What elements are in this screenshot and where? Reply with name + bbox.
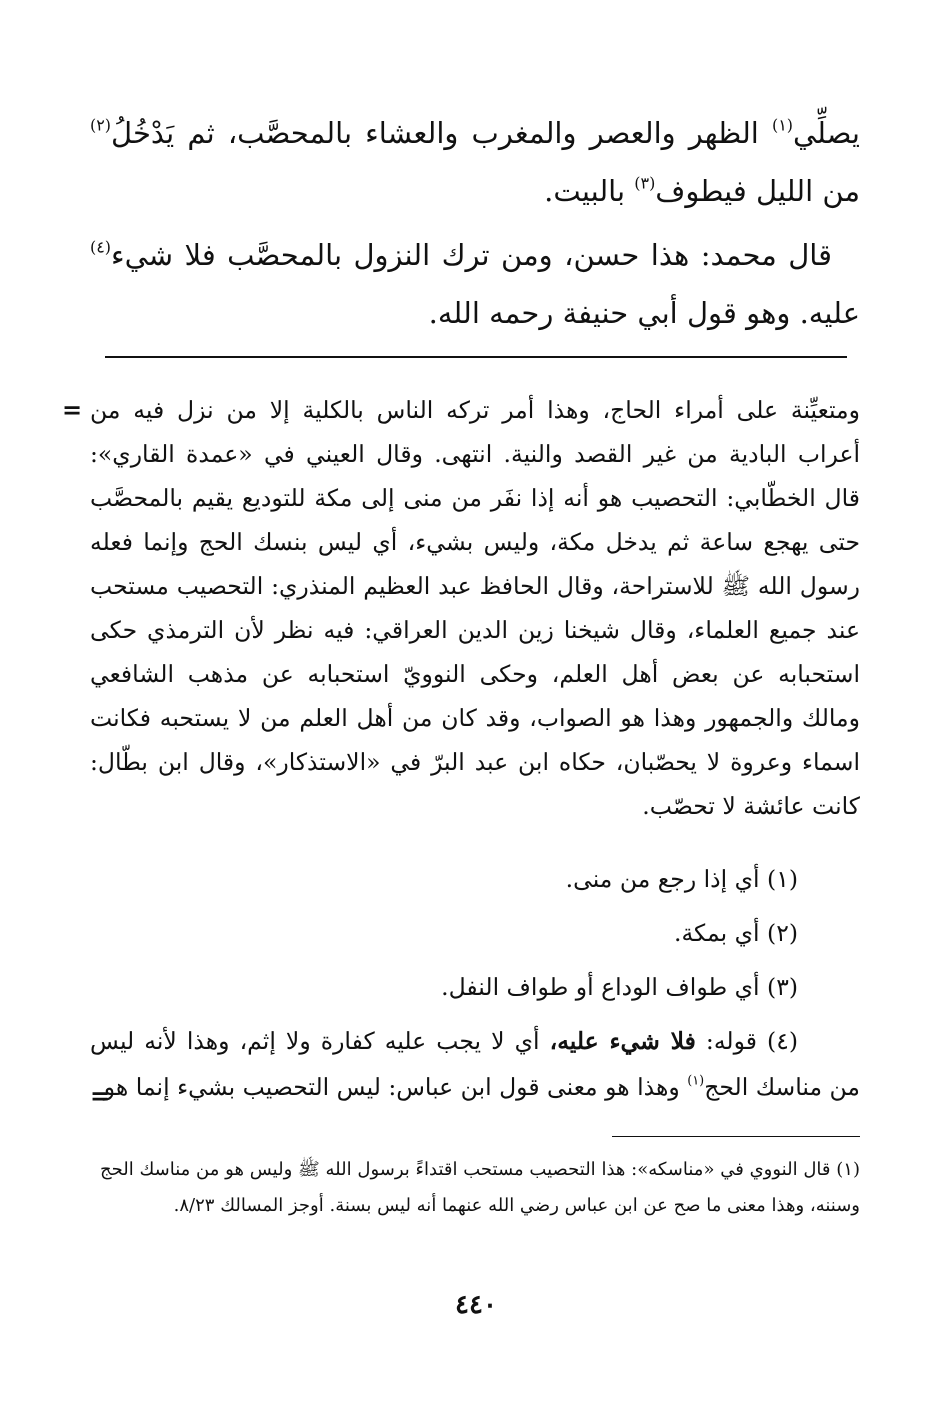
footnote-number: (٤) xyxy=(767,1027,799,1055)
sub-footnote-1: (١) قال النووي في «مناسكه»: هذا التحصيب مستحب اقتداءً برسول الله ﷺ وليس هو من مناسك الحج وسننه، وهذا معنى ما صح عن ابن عباس رضي الله عنهما أنه ليس بسنة. أوجز المسالك ٨/٢٣. xyxy=(100,1159,860,1216)
commentary-block xyxy=(90,388,860,828)
footnote-separator-rule xyxy=(612,1136,860,1137)
footnote-3: (٣) أي طواف الوداع أو طواف النفل. xyxy=(441,973,798,1001)
footnote-4 xyxy=(90,1018,860,1110)
footnote-2: (٢) أي بمكة. xyxy=(673,919,798,947)
footnote-ref: (٣) xyxy=(634,173,656,193)
text-span: عليه. وهو قول أبي حنيفة رحمه الله. xyxy=(428,296,860,330)
text-span: أي لا يجب عليه كفارة ولا إثم، وهذا لأنه ليس من مناسك الحج xyxy=(90,1027,860,1101)
main-paragraph-1 xyxy=(90,104,860,220)
text-span: قوله: xyxy=(695,1027,768,1055)
commentary-paragraph: ومتعيِّنة على أمراء الحاج، وهذا أمر تركه الناس بالكلية إلا من نزل فيه من أعراب البادية من غير القصد والنية. انتهى. وقال العيني في «عمدة القاري»: قال الخطّابي: التحصيب هو أنه إذا نفَر من منى إلى مكة للتوديع يقيم بالمحصَّب حتى يهجع ساعة ثم يدخل مكة، وليس بشيء، أي ليس بنسك الحج وإنما فعله رسول الله ﷺ للاستراحة، وقال الحافظ عبد العظيم المنذري: التحصيب مستحب عند جميع العلماء، وقال شيخنا زين الدين العراقي: فيه نظر لأن الترمذي حكى استحبابه عن بعض أهل العلم، وحكى النوويّ استحبابه عن مذهب الشافعي ومالك والجمهور وهذا هو الصواب، وقد كان من أهل العلم من لا يستحبه فكانت اسماء وعروة لا يحصّبان، حكاه ابن عبد البرّ في «الاستذكار»، وقال ابن بطّال: كانت عائشة لا تحصّب. xyxy=(90,396,860,820)
footnote-ref: (١) xyxy=(687,1073,705,1089)
main-text xyxy=(90,104,860,342)
text-span: الظهر والعصر والمغرب والعشاء بالمحصَّب، ثم يَدْخُلُ xyxy=(111,116,772,150)
sub-footnote-block xyxy=(100,1152,860,1224)
footnote-ref: (٢) xyxy=(90,115,111,135)
text-span: من الليل فيطوف xyxy=(655,174,860,208)
quoted-phrase: فلا شيء عليه، xyxy=(549,1027,696,1055)
footnote-continuation-mark: = xyxy=(90,1081,111,1110)
main-paragraph-2 xyxy=(90,226,860,342)
footnote-ref: (١) xyxy=(772,115,793,135)
footnote-1: (١) أي إذا رجع من منى. xyxy=(565,865,798,893)
text-span: وهذا هو معنى قول ابن عباس: ليس التحصيب بشيء إنما هو xyxy=(103,1073,688,1101)
text-span: يصلِّي xyxy=(793,116,860,150)
text-span: قال محمد: هذا حسن، ومن ترك النزول بالمحصَّب فلا شيء xyxy=(111,238,832,272)
main-separator-rule xyxy=(105,356,847,358)
footnotes-block xyxy=(90,852,860,1110)
commentary-continuation-mark: = xyxy=(62,395,83,424)
page-number: ٤٤٠ xyxy=(455,1290,497,1320)
footnote-ref: (٤) xyxy=(90,237,111,257)
text-span: بالبيت. xyxy=(544,174,635,208)
